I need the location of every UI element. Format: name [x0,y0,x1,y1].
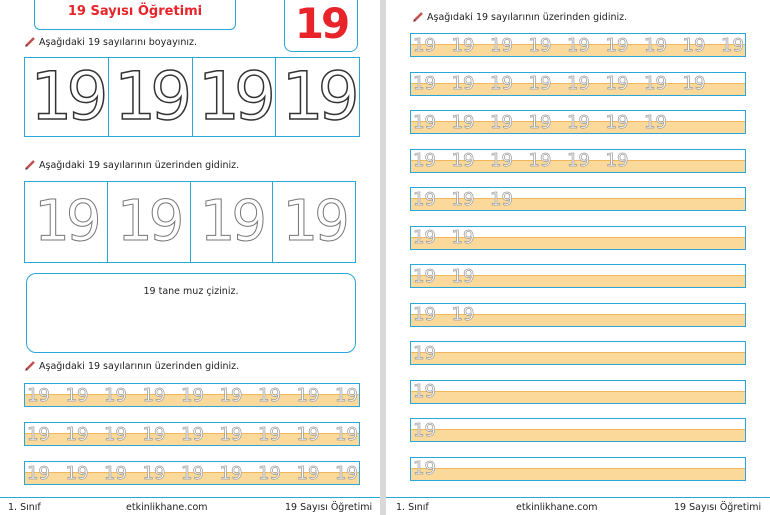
footer-site: etkinlikhane.com [516,502,598,513]
trace-row-digits [413,304,490,326]
outline-digit-cell[interactable] [276,58,359,136]
trace-row-digits [413,342,452,364]
trace-row-digits [413,111,683,133]
trace-digit: 19 [605,34,629,56]
trace-digit: 19 [104,462,127,484]
trace-digit: 19 [528,73,552,94]
instruction-trace-right [412,11,627,23]
trace-row[interactable] [410,149,746,173]
trace-digit: 19 [104,423,127,445]
instruction-trace-rows [24,360,239,372]
trace-row-digits [413,150,644,172]
instruction-trace [24,159,239,171]
trace-digit: 19 [451,34,475,56]
trace-row-digits [27,384,360,406]
pencil-icon [412,11,424,23]
outline-digit-cell[interactable] [193,58,277,136]
trace-digit: 19 [296,462,320,484]
trace-digit: 19 [296,423,320,445]
trace-digit: 19 [644,111,667,133]
trace-row[interactable] [410,341,746,365]
trace-row-digits [413,419,452,441]
trace-digit: 19 [27,384,50,406]
trace-digit: 19 [490,188,513,210]
drawing-area[interactable] [26,273,356,353]
right-page [386,0,770,515]
trace-digit: 19 [567,73,590,94]
outline-digit-cell[interactable] [25,58,109,136]
trace-digit: 19 [490,34,513,56]
trace-digit: 19 [490,73,513,94]
dashed-digit-cell[interactable] [25,182,108,262]
dashed-digit: 19 [199,189,263,254]
trace-digit: 19 [413,419,436,441]
trace-row[interactable] [410,226,746,250]
outline-digit: 19 [197,58,270,135]
trace-digit: 19 [65,384,89,406]
trace-digit: 19 [682,73,706,94]
footer-topic: 19 Sayısı Öğretimi [674,502,762,513]
trace-digit: 19 [413,265,436,287]
trace-row[interactable] [410,187,746,211]
footer [0,497,380,515]
footer-topic: 19 Sayısı Öğretimi [285,502,373,513]
trace-digit: 19 [644,73,667,94]
footer-grade: 1. Sınıf [8,502,41,513]
trace-digit: 19 [219,423,243,445]
trace-row-digits [413,227,490,249]
trace-digit: 19 [451,304,475,325]
trace-row[interactable] [410,33,746,57]
trace-digit: 19 [451,188,475,210]
trace-digit: 19 [335,384,358,406]
trace-digit: 19 [528,111,552,133]
trace-digit: 19 [451,111,475,133]
trace-digit: 19 [104,384,127,406]
dashed-digit-cell[interactable] [273,182,355,262]
outline-digit: 19 [30,58,103,135]
trace-row[interactable] [410,72,746,96]
trace-row[interactable] [24,422,360,446]
instruction-text: Aşağıdaki 19 sayılarının üzerinden gidiniz. [39,360,240,372]
trace-digit: 19 [181,423,204,445]
outline-digit: 19 [114,58,187,135]
trace-row-digits [413,265,490,287]
trace-digit: 19 [490,111,513,133]
trace-digit: 19 [451,227,475,248]
pencil-icon [24,159,36,171]
trace-digit: 19 [335,423,358,445]
trace-digit: 19 [528,34,552,56]
trace-digit: 19 [219,462,243,484]
dashed-digit: 19 [34,189,98,254]
trace-digit: 19 [142,462,166,484]
trace-digit: 19 [413,227,436,248]
dashed-digit: 19 [282,189,346,254]
instruction-text: Aşağıdaki 19 sayılarının üzerinden gidiniz. [427,11,628,23]
footer-right [386,497,770,515]
trace-digit: 19 [528,150,552,171]
instruction-text: Aşağıdaki 19 sayılarının üzerinden gidiniz. [39,159,240,171]
trace-digit: 19 [142,423,166,445]
trace-row-digits [413,381,452,403]
trace-digit: 19 [296,384,320,406]
outline-digit-cell[interactable] [109,58,193,136]
trace-digit: 19 [413,73,436,94]
trace-digit: 19 [413,188,436,210]
left-page [0,0,380,515]
trace-row-digits [27,423,360,445]
footer-site: etkinlikhane.com [126,502,208,513]
trace-row[interactable] [410,418,746,442]
trace-grid [24,181,356,263]
trace-digit: 19 [451,73,475,94]
trace-digit: 19 [181,384,204,406]
dashed-digit-cell[interactable] [191,182,274,262]
pencil-icon [24,360,36,372]
trace-digit: 19 [27,462,50,484]
trace-digit: 19 [567,150,590,171]
title-box [34,0,236,30]
trace-digit: 19 [413,458,436,479]
outline-digit: 19 [281,58,354,135]
trace-digit: 19 [413,150,436,171]
trace-row[interactable] [410,110,746,134]
trace-digit: 19 [644,34,667,56]
trace-digit: 19 [258,423,281,445]
big-number: 19 [294,0,348,48]
trace-digit: 19 [219,384,243,406]
page-title: 19 Sayısı Öğretimi [67,4,203,19]
trace-row-digits [413,73,721,95]
trace-digit: 19 [181,462,204,484]
trace-digit: 19 [721,34,744,56]
big-number-box [284,0,358,52]
drawing-prompt: 19 tane muz çiziniz. [143,286,239,297]
trace-row[interactable] [24,383,360,407]
trace-row-digits [413,458,452,480]
pencil-icon [24,36,36,48]
trace-row-digits [413,34,746,56]
trace-row[interactable] [24,461,360,485]
trace-digit: 19 [567,34,590,56]
trace-row[interactable] [410,264,746,288]
trace-digit: 19 [490,150,513,171]
trace-digit: 19 [65,423,89,445]
trace-digit: 19 [605,111,629,133]
coloring-grid [24,57,360,137]
trace-digit: 19 [451,150,475,171]
trace-digit: 19 [682,34,706,56]
trace-digit: 19 [27,423,50,445]
trace-digit: 19 [258,384,281,406]
trace-digit: 19 [142,384,166,406]
trace-digit: 19 [605,150,629,171]
dashed-digit-cell[interactable] [108,182,191,262]
trace-digit: 19 [413,381,436,402]
trace-digit: 19 [335,462,358,484]
trace-digit: 19 [413,342,436,364]
trace-digit: 19 [451,265,475,287]
footer-grade: 1. Sınıf [396,502,429,513]
trace-digit: 19 [413,34,436,56]
instruction-text: Aşağıdaki 19 sayılarını boyayınız. [39,36,197,48]
trace-digit: 19 [605,73,629,94]
trace-digit: 19 [258,462,281,484]
trace-row[interactable] [410,457,746,481]
trace-row[interactable] [410,303,746,327]
trace-row-digits [413,188,529,210]
instruction-color [24,36,197,48]
trace-digit: 19 [413,111,436,133]
trace-digit: 19 [567,111,590,133]
trace-row[interactable] [410,380,746,404]
trace-digit: 19 [65,462,89,484]
trace-row-digits [27,462,360,484]
dashed-digit: 19 [116,189,181,254]
trace-digit: 19 [413,304,436,325]
